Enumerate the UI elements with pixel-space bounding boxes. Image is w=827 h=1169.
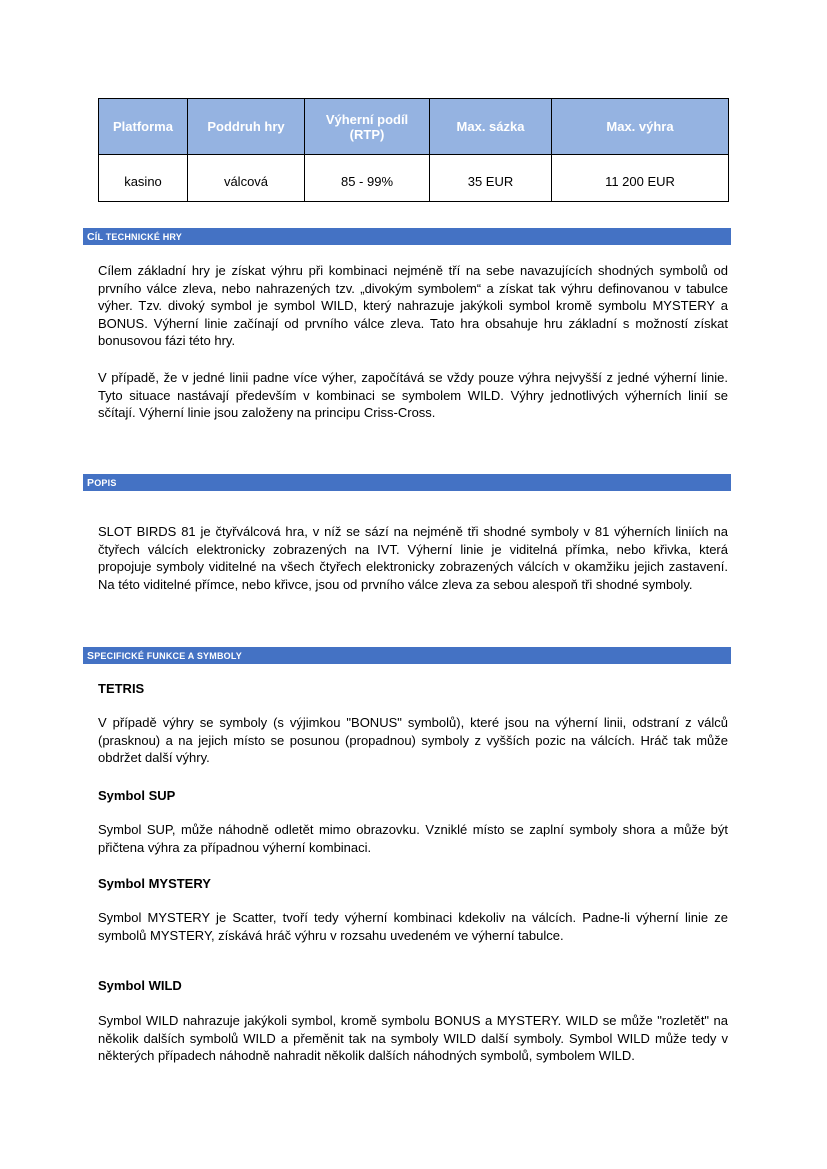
- cell-poddruh-hry: válcová: [188, 155, 305, 202]
- cell-max-sazka: 35 EUR: [430, 155, 552, 202]
- paragraph-cil-1: Cílem základní hry je získat výhru při kombinaci nejméně tří na sebe navazujících shodných symbolů od prvního válce zleva, nebo nahrazených tzv. „divokým symbolem“ a získat tak výhru definovanou v tabulce výher. Tzv. divoký symbol je symbol WILD, který nahrazuje jakýkoli symbol kromě symbolu MYSTERY a BONUS. Výherní linie začínají od prvního válce zleva. Tato hra obsahuje hru základní s možností získat bonusovou fázi této hry.: [98, 263, 728, 348]
- section-heading-cil: CÍL TECHNICKÉ HRY: [83, 228, 731, 245]
- paragraph-tetris: V případě výhry se symboly (s výjimkou "BONUS" symbolů), které jsou na výherní linii, odstraní z válců (prasknou) a na jejich místo se posunou (propadnou) symboly z vyšších pozic na válcích. Hráč tak může obdržet další výhry.: [98, 715, 728, 765]
- subheading-tetris: TETRIS: [98, 681, 145, 696]
- section-heading-popis: POPIS: [83, 474, 731, 491]
- cell-vyherni-podil: 85 - 99%: [305, 155, 430, 202]
- header-max-vyhra: Max. výhra: [552, 99, 729, 155]
- cell-platforma: kasino: [99, 155, 188, 202]
- subheading-sup: Symbol SUP: [98, 788, 176, 803]
- paragraph-cil-2: V případě, že v jedné linii padne více výher, započítává se vždy pouze výhra nejvyšší z jedné výherní linie. Tyto situace nastávají především v kombinaci se symbolem WILD. Výhry jednotlivých výherních linií se sčítají. Výherní linie jsou založeny na principu Criss-Cross.: [98, 370, 728, 420]
- game-info-table: [98, 98, 729, 202]
- paragraph-popis: SLOT BIRDS 81 je čtyřválcová hra, v níž se sází na nejméně tři shodné symboly v 81 výherních liniích na čtyřech válcích elektronicky zobrazených na IVT. Výherní linie je viditelná přímka, nebo křivka, která propojuje symboly viditelné na všech čtyřech elektronicky zobrazených válcích v okamžiku jejich zastavení. Na této viditelné přímce, nebo křivce, jsou od prvního válce zleva za sebou alespoň tři shodné symboly.: [98, 524, 728, 592]
- cell-max-vyhra: 11 200 EUR: [552, 155, 729, 202]
- header-vyherni-podil: Výherní podíl (RTP): [305, 99, 430, 155]
- table-row: [99, 155, 729, 202]
- subheading-mystery: Symbol MYSTERY: [98, 876, 211, 891]
- table-header-row: [99, 99, 729, 155]
- paragraph-wild: Symbol WILD nahrazuje jakýkoli symbol, kromě symbolu BONUS a MYSTERY. WILD se může "rozletět" na několik dalších symbolů WILD a přeměnit tak na symboly WILD další symboly. Symbol WILD může tedy v některých případech náhodně nahradit několik dalších náhodných symbolů, symbolem WILD.: [98, 1013, 728, 1063]
- section-heading-specificke: SPECIFICKÉ FUNKCE A SYMBOLY: [83, 647, 731, 664]
- header-max-sazka: Max. sázka: [430, 99, 552, 155]
- paragraph-sup: Symbol SUP, může náhodně odletět mimo obrazovku. Vzniklé místo se zaplní symboly shora a může být přičtena výhra za případnou výherní kombinaci.: [98, 822, 728, 855]
- paragraph-mystery: Symbol MYSTERY je Scatter, tvoří tedy výherní kombinaci kdekoliv na válcích. Padne-li výherní linie ze symbolů MYSTERY, získává hráč výhru v rozsahu uvedeném ve výherní tabulce.: [98, 910, 728, 943]
- header-poddruh-hry: Poddruh hry: [188, 99, 305, 155]
- header-platforma: Platforma: [99, 99, 188, 155]
- subheading-wild: Symbol WILD: [98, 978, 182, 993]
